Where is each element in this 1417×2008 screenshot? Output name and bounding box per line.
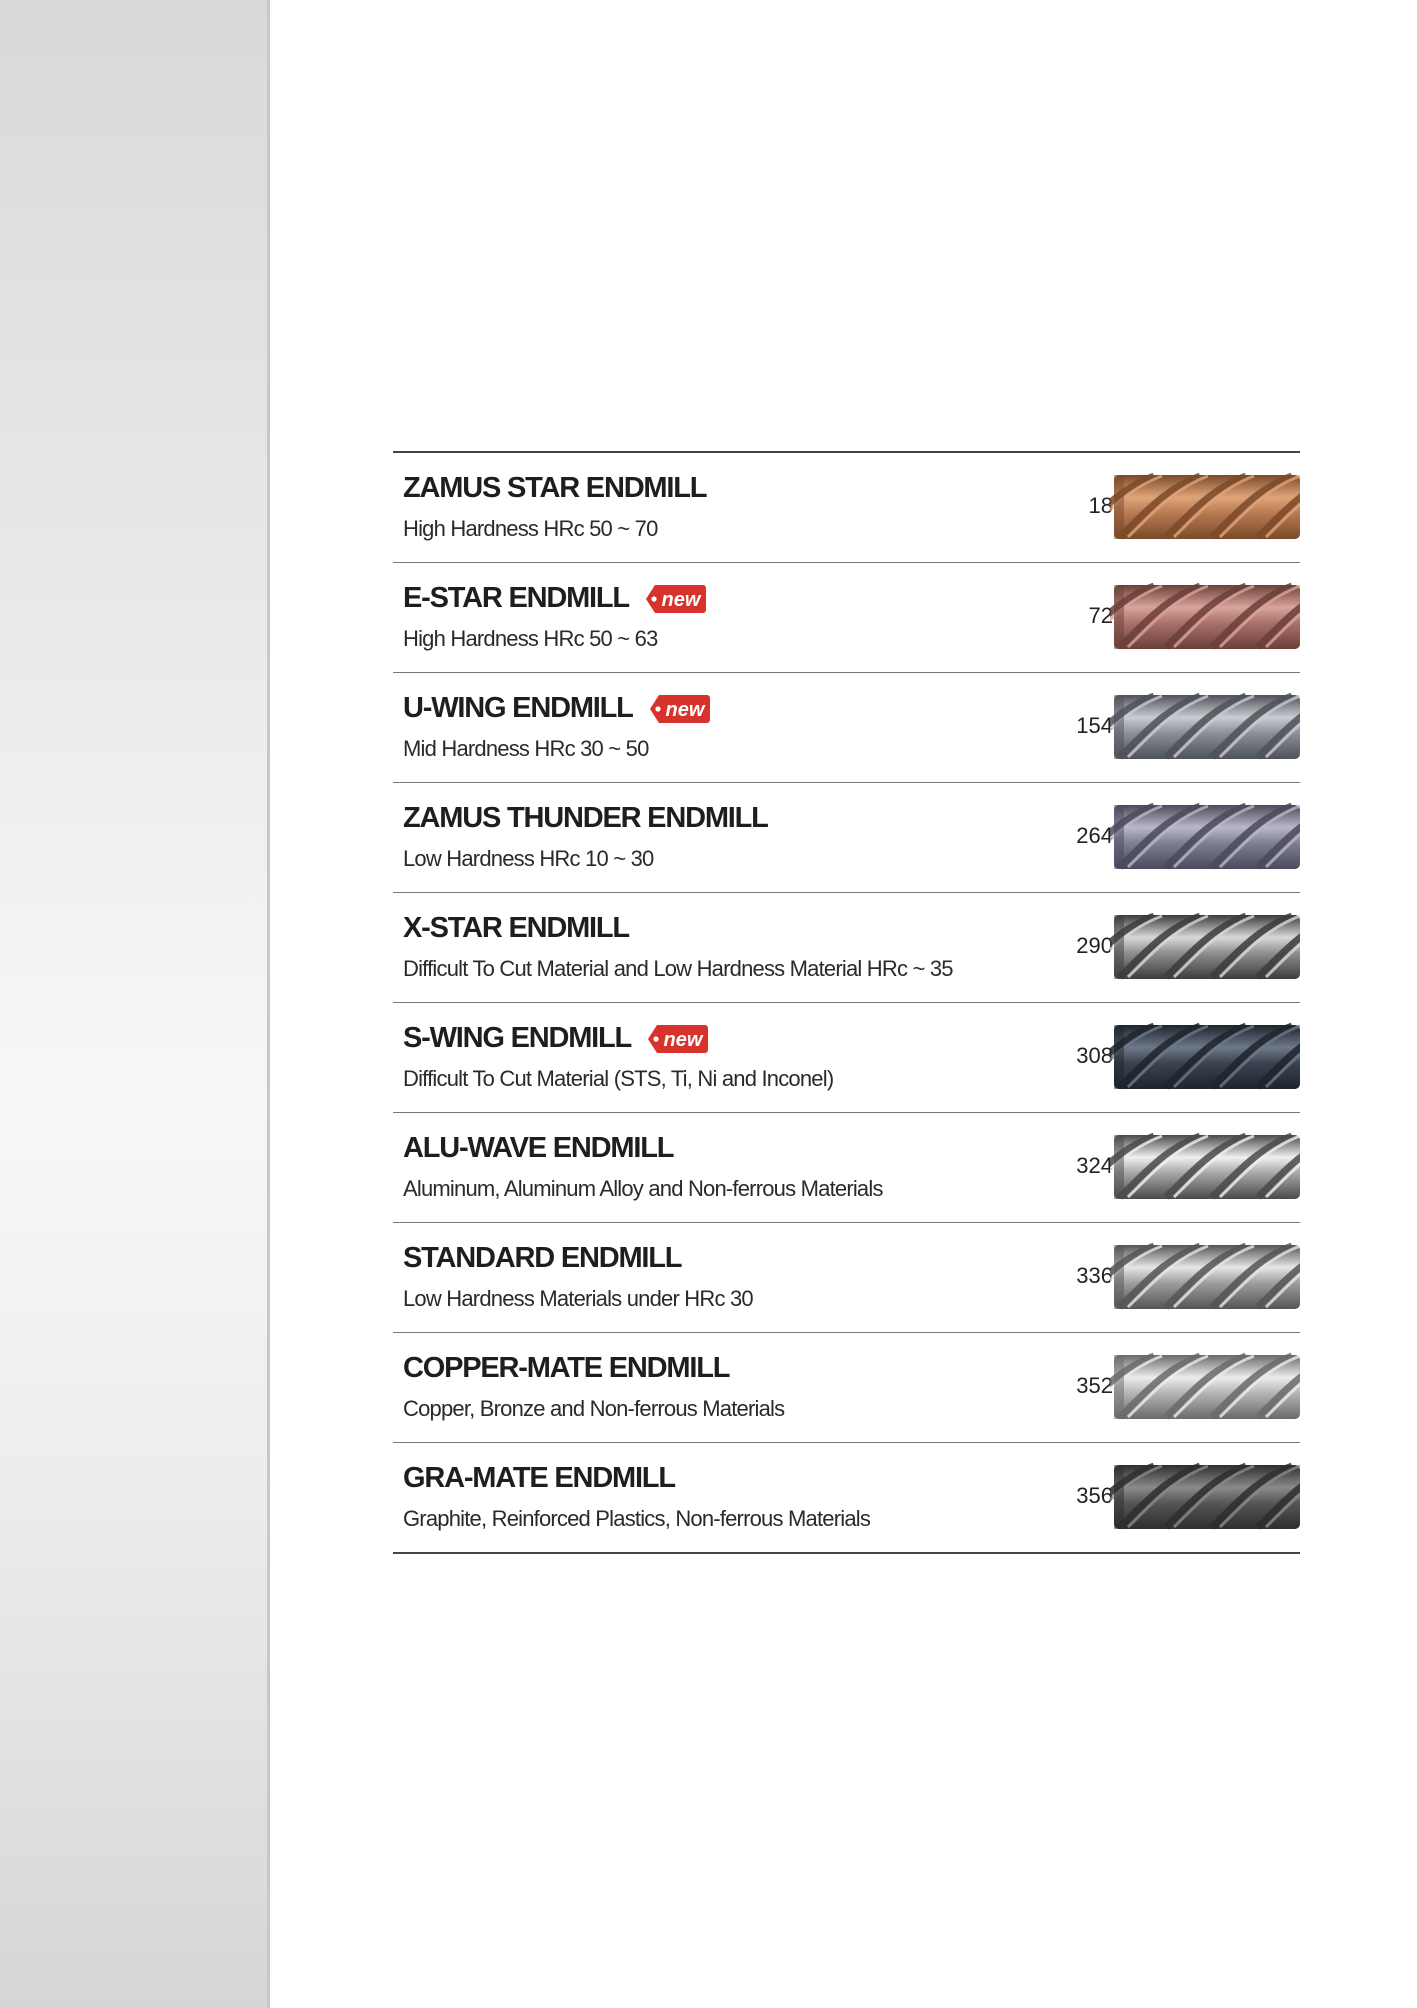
product-subtitle: Aluminum, Aluminum Alloy and Non-ferrous Materials [403, 1176, 883, 1201]
product-subtitle: High Hardness HRc 50 ~ 70 [403, 516, 658, 541]
title-line [403, 802, 768, 835]
page-number[interactable]: 308 [1076, 1043, 1113, 1068]
new-badge-label: new [663, 1028, 703, 1051]
page-number[interactable]: 18 [1088, 493, 1113, 518]
product-title: S-WING ENDMILL [403, 1022, 632, 1054]
new-badge-icon [645, 585, 707, 613]
title-line [403, 1022, 709, 1055]
page-number[interactable]: 336 [1076, 1263, 1113, 1288]
iridescent-endmill-icon [1110, 691, 1300, 763]
toc-row[interactable] [393, 453, 1300, 563]
toc-row[interactable] [393, 893, 1300, 1003]
product-subtitle: Low Hardness HRc 10 ~ 30 [403, 846, 654, 871]
side-band [0, 0, 270, 2008]
product-title: ZAMUS THUNDER ENDMILL [403, 802, 768, 834]
product-subtitle: Copper, Bronze and Non-ferrous Materials [403, 1396, 785, 1421]
page-number[interactable]: 324 [1076, 1153, 1113, 1178]
dark-endmill-icon [1110, 1021, 1300, 1093]
title-line [403, 472, 706, 505]
product-subtitle: Difficult To Cut Material and Low Hardness Material HRc ~ 35 [403, 956, 953, 981]
graphite-endmill-icon [1110, 1461, 1300, 1533]
product-subtitle: Low Hardness Materials under HRc 30 [403, 1286, 753, 1311]
title-line [403, 1462, 675, 1495]
title-line [403, 692, 711, 725]
page-number[interactable]: 264 [1076, 823, 1113, 848]
product-title: U-WING ENDMILL [403, 692, 633, 724]
product-subtitle: Graphite, Reinforced Plastics, Non-ferrous Materials [403, 1506, 871, 1531]
product-title: GRA-MATE ENDMILL [403, 1462, 675, 1494]
page-number[interactable]: 154 [1076, 713, 1113, 738]
new-badge-icon [647, 1025, 709, 1053]
page-number[interactable]: 356 [1076, 1483, 1113, 1508]
toc-row[interactable] [393, 673, 1300, 783]
copper-mate-endmill-icon [1110, 1351, 1300, 1423]
toc-row[interactable] [393, 1333, 1300, 1443]
product-title: ALU-WAVE ENDMILL [403, 1132, 674, 1164]
product-subtitle: Difficult To Cut Material (STS, Ti, Ni and Inconel) [403, 1066, 834, 1091]
page-number[interactable]: 290 [1076, 933, 1113, 958]
silver-endmill-icon [1110, 911, 1300, 983]
product-subtitle: Mid Hardness HRc 30 ~ 50 [403, 736, 649, 761]
aluminum-endmill-icon [1110, 1131, 1300, 1203]
product-title: ZAMUS STAR ENDMILL [403, 472, 707, 504]
rose-endmill-icon [1110, 581, 1300, 653]
copper-endmill-icon [1110, 471, 1300, 543]
toc-row[interactable] [393, 563, 1300, 673]
new-badge-label: new [661, 588, 701, 611]
toc-row[interactable] [393, 1113, 1300, 1223]
product-subtitle: High Hardness HRc 50 ~ 63 [403, 626, 658, 651]
page-number[interactable]: 72 [1088, 603, 1113, 628]
violet-endmill-icon [1110, 801, 1300, 873]
product-title: X-STAR ENDMILL [403, 912, 629, 944]
new-badge-label: new [665, 698, 705, 721]
product-title: COPPER-MATE ENDMILL [403, 1352, 730, 1384]
product-title: STANDARD ENDMILL [403, 1242, 682, 1274]
title-line [403, 1352, 729, 1385]
title-line [403, 1132, 673, 1165]
page-number[interactable]: 352 [1076, 1373, 1113, 1398]
toc-row[interactable] [393, 1223, 1300, 1333]
toc-row[interactable] [393, 1003, 1300, 1113]
title-line [403, 582, 707, 615]
product-title: E-STAR ENDMILL [403, 582, 629, 614]
new-badge-icon [649, 695, 711, 723]
table-of-contents [393, 451, 1300, 1554]
standard-endmill-icon [1110, 1241, 1300, 1313]
title-line [403, 912, 629, 945]
toc-row[interactable] [393, 783, 1300, 893]
toc-row[interactable] [393, 1443, 1300, 1554]
title-line [403, 1242, 681, 1275]
